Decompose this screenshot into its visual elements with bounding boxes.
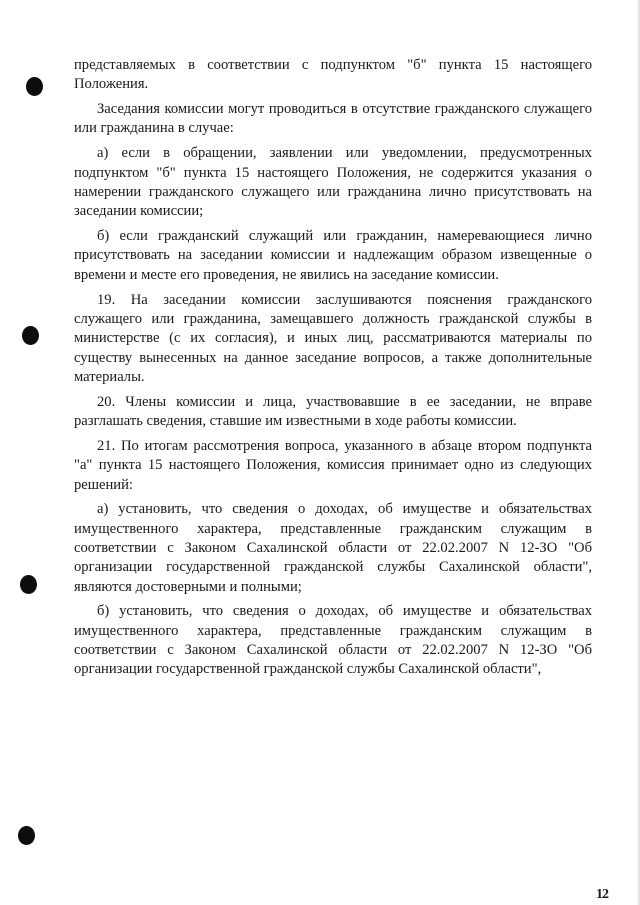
paragraph: б) если гражданский служащий или гражданин, намеревающиеся лично присутствовать на заседании комиссии и надлежащим образом извещенные о времени и месте его проведения, не явились на заседание комиссии. [74, 228, 592, 283]
document-body [74, 56, 592, 685]
paragraph: Заседания комиссии могут проводиться в отсутствие гражданского служащего или гражданина в случае: [74, 101, 592, 137]
paragraph: а) установить, что сведения о доходах, об имуществе и обязательствах имущественного характера, представленные гражданским служащим в соответствии с Законом Сахалинской области от 22.02.2007 N 12-ЗО "Об организации государственной гражданской службы Сахалинской области", являются достоверными и полными; [74, 501, 592, 595]
paragraph: б) установить, что сведения о доходах, об имуществе и обязательствах имущественного характера, представленные гражданским служащим в соответствии с Законом Сахалинской области от 22.02.2007 N 12-ЗО "Об организации государственной гражданской службы Сахалинской области", [74, 603, 592, 678]
punch-hole [22, 326, 39, 345]
paragraph: 21. По итогам рассмотрения вопроса, указанного в абзаце втором подпункта "а" пункта 15 настоящего Положения, комиссия принимает одно из следующих решений: [74, 437, 592, 493]
paragraph: 19. На заседании комиссии заслушиваются пояснения гражданского служащего или гражданина, замещавшего должность гражданской службы в министерстве (с их согласия), и иных лиц, рассматриваются материалы по существу вынесенных на данное заседание вопросов, а также дополнительные материалы. [74, 291, 592, 385]
punch-hole [26, 77, 43, 96]
punch-hole [18, 826, 35, 845]
paragraph: 20. Члены комиссии и лица, участвовавшие в ее заседании, не вправе разглашать сведения, ставшие им известными в ходе работы комиссии. [74, 393, 592, 430]
page-number: 12 [596, 887, 608, 902]
punch-hole [20, 575, 37, 594]
paragraph: а) если в обращении, заявлении или уведомлении, предусмотренных подпунктом "б" пункта 15 настоящего Положения, не содержится указания о намерении гражданского служащего или гражданина лично присутствовать на заседании комиссии; [74, 145, 592, 220]
paragraph: представляемых в соответствии с подпунктом "б" пункта 15 настоящего Положения. [74, 57, 592, 93]
